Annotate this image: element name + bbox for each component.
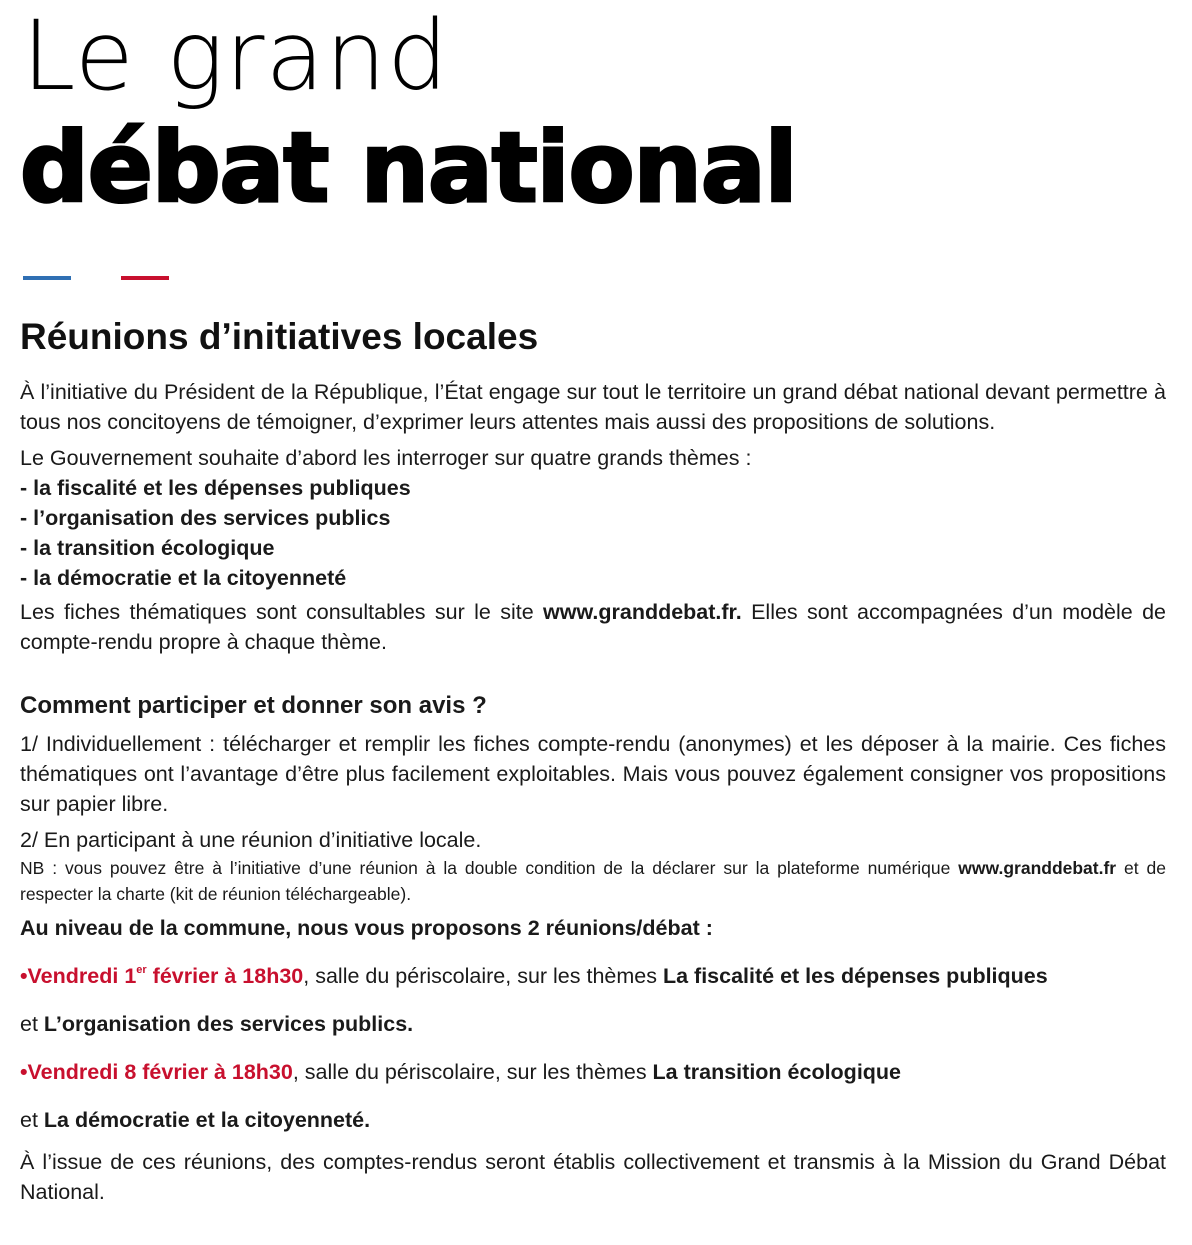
themes-intro: Le Gouvernement souhaite d’abord les interroger sur quatre grands thèmes : [20, 446, 752, 470]
commune-lead: Au niveau de la commune, nous vous proposons 2 réunions/débat : [20, 916, 713, 940]
themes-list [20, 473, 1166, 593]
theme-item: - l’organisation des services publics [20, 506, 391, 530]
sheets-text: Les fiches thématiques sont consultables sur le site [20, 600, 544, 624]
event-2-joiner: et [20, 1108, 44, 1132]
flag-blue-bar [23, 276, 71, 280]
bullet-icon: • [20, 1060, 28, 1084]
event-2-date: Vendredi 8 février à 18h30 [27, 1060, 293, 1084]
bullet-icon: • [20, 964, 28, 988]
event-1-line [20, 949, 1166, 997]
theme-item: - la fiscalité et les dépenses publiques [20, 476, 411, 500]
event-2-line-2 [20, 1099, 1166, 1141]
event-1-line-2 [20, 1003, 1166, 1045]
event-2-theme-1: La transition écologique [652, 1060, 902, 1084]
event-1-theme-2: L’organisation des services publics. [43, 1012, 414, 1036]
sheets-text-end: Elles sont accompagnées d’un modèle de compte-rendu propre à chaque thème. [20, 600, 1166, 654]
event-2-theme-2: La démocratie et la citoyenneté. [43, 1108, 371, 1132]
event-2-place: , salle du périscolaire, sur les thèmes [292, 1060, 653, 1084]
nb-website-link[interactable]: www.granddebat.fr [958, 858, 1117, 878]
closing-paragraph: À l’issue de ces réunions, des comptes-rendus seront établis collectivement et transmis à la Mission du Grand Débat National. [20, 1150, 1166, 1204]
event-1-date: Vendredi 1 [27, 964, 137, 988]
event-2-line [20, 1051, 1166, 1093]
option-individual: 1/ Individuellement : télécharger et remplir les fiches compte-rendu (anonymes) et les déposer à la mairie. Ces fiches thématiques ont l’avantage d’être plus facilement exploitables. Mais vous pouvez également consigner vos propositions sur papier libre. [20, 732, 1166, 816]
theme-item: - la transition écologique [20, 536, 275, 560]
nb-text-end: et de respecter la charte (kit de réunion téléchargeable). [20, 858, 1166, 904]
option-meeting: 2/ En participant à une réunion d’initiative locale. [20, 828, 482, 852]
website-link[interactable]: www.granddebat.fr. [543, 600, 742, 624]
section-heading: Réunions d’initiatives locales [20, 316, 539, 357]
participation-heading: Comment participer et donner son avis ? [20, 692, 487, 719]
intro-paragraph: À l’initiative du Président de la République, l’État engage sur tout le territoire un grand débat national devant permettre à tous nos concitoyens de témoigner, d’exprimer leurs attentes mais aussi des propositions de solutions. [20, 380, 1166, 434]
nb-text: NB : vous pouvez être à l’initiative d’une réunion à la double condition de la déclarer sur la plateforme numérique [20, 858, 959, 878]
event-1-theme-1: La fiscalité et les dépenses publiques [662, 964, 1048, 988]
sheets-paragraph [20, 597, 1166, 657]
theme-item: - la démocratie et la citoyenneté [20, 566, 347, 590]
flag-red-bar [121, 276, 169, 280]
event-1-place: , salle du périscolaire, sur les thèmes [303, 964, 663, 988]
event-1-date-end: février à 18h30 [146, 964, 304, 988]
body-text [20, 377, 1166, 1213]
title-line-1: Le grand [22, 0, 450, 112]
title-line-2: débat national [20, 112, 797, 224]
event-1-joiner: et [20, 1012, 44, 1036]
nb-note [20, 855, 1166, 907]
event-1-date-sup: er [136, 964, 147, 976]
